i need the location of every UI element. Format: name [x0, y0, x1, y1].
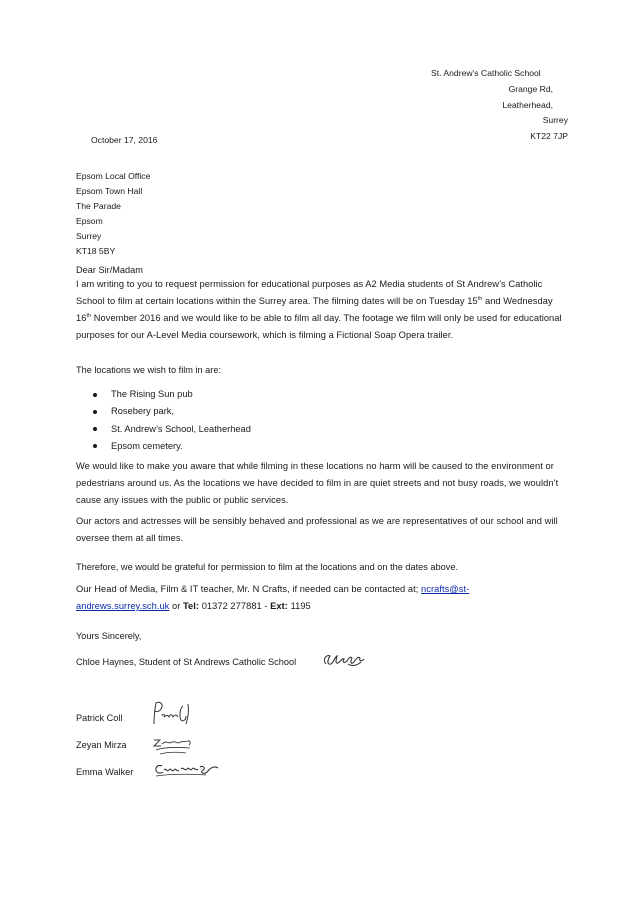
ext-label: Ext: [270, 601, 288, 611]
salutation: Dear Sir/Madam [76, 265, 143, 275]
signature-chloe-icon [320, 650, 366, 672]
tel-label: Tel: [183, 601, 200, 611]
sender-county: Surrey [542, 115, 568, 125]
recipient-line: Surrey [76, 231, 102, 241]
recipient-line: Epsom Local Office [76, 171, 151, 181]
signatory-name: Chloe Haynes, Student of St Andrews Catholic School [76, 657, 297, 667]
tel-number: 01372 277881 - [199, 601, 271, 611]
sender-street: Grange Rd, [508, 84, 553, 94]
locations-intro: The locations we wish to film in are: [76, 365, 222, 375]
list-item: St. Andrew’s School, Leatherhead [92, 421, 251, 438]
intro-text: and Wednesday 16 [76, 296, 553, 323]
ordinal-suffix: th [477, 295, 483, 302]
sender-school-name: St. Andrew’s Catholic School [431, 68, 541, 78]
list-item: Rosebery park, [92, 403, 251, 420]
ordinal-suffix: th [86, 312, 92, 319]
intro-text: November 2016 and we would like to be able to film all day. The footage we film will only be used for educational purposes for our A-Level Media coursework, which is filming a Fictional Soap Opera trailer. [76, 313, 562, 340]
recipient-line: Epsom [76, 216, 103, 226]
signatory-name: Zeyan Mirza [76, 740, 127, 750]
actors-paragraph: Our actors and actresses will be sensibly behaved and professional as we are representatives of our school and will oversee them at all times. [76, 516, 558, 543]
contact-text: or [169, 601, 184, 611]
list-item: The Rising Sun pub [92, 386, 251, 403]
contact-text: Our Head of Media, Film & IT teacher, Mr. N Crafts, if needed can be contacted at; [76, 584, 422, 594]
recipient-line: Epsom Town Hall [76, 186, 143, 196]
signature-emma-icon [150, 758, 222, 782]
contact-paragraph [76, 581, 516, 615]
recipient-line: The Parade [76, 201, 121, 211]
grateful-paragraph: Therefore, we would be grateful for permission to film at the locations and on the dates above. [76, 562, 459, 572]
signatory-name: Emma Walker [76, 767, 134, 777]
email-link[interactable]: ncrafts@st-andrews.surrey.sch.uk [76, 584, 470, 611]
ext-number: 1195 [287, 601, 311, 611]
list-item: Epsom cemetery. [92, 438, 251, 455]
sender-postcode: KT22 7JP [530, 131, 568, 141]
intro-text: I am writing to you to request permission for educational purposes as A2 Media students of St Andrew’s Catholic School to film at certain locations within the Surrey area. The filming dates will be on Tuesday 15 [76, 279, 543, 306]
locations-list [92, 386, 251, 455]
letter-date: October 17, 2016 [91, 135, 158, 145]
intro-paragraph [76, 276, 566, 344]
closing: Yours Sincerely, [76, 631, 142, 641]
signatory-name: Patrick Coll [76, 713, 123, 723]
awareness-paragraph: We would like to make you aware that while filming in these locations no harm will be caused to the environment or pedestrians around us. As the locations we have decided to film in are quiet streets and not busy roads, we wouldn’t cause any issues with the public or public services. [76, 461, 559, 505]
recipient-line: KT18 5BY [76, 246, 116, 256]
signature-zeyan-icon [150, 734, 196, 758]
signature-patrick-icon [150, 700, 194, 728]
sender-town: Leatherhead, [502, 100, 553, 110]
